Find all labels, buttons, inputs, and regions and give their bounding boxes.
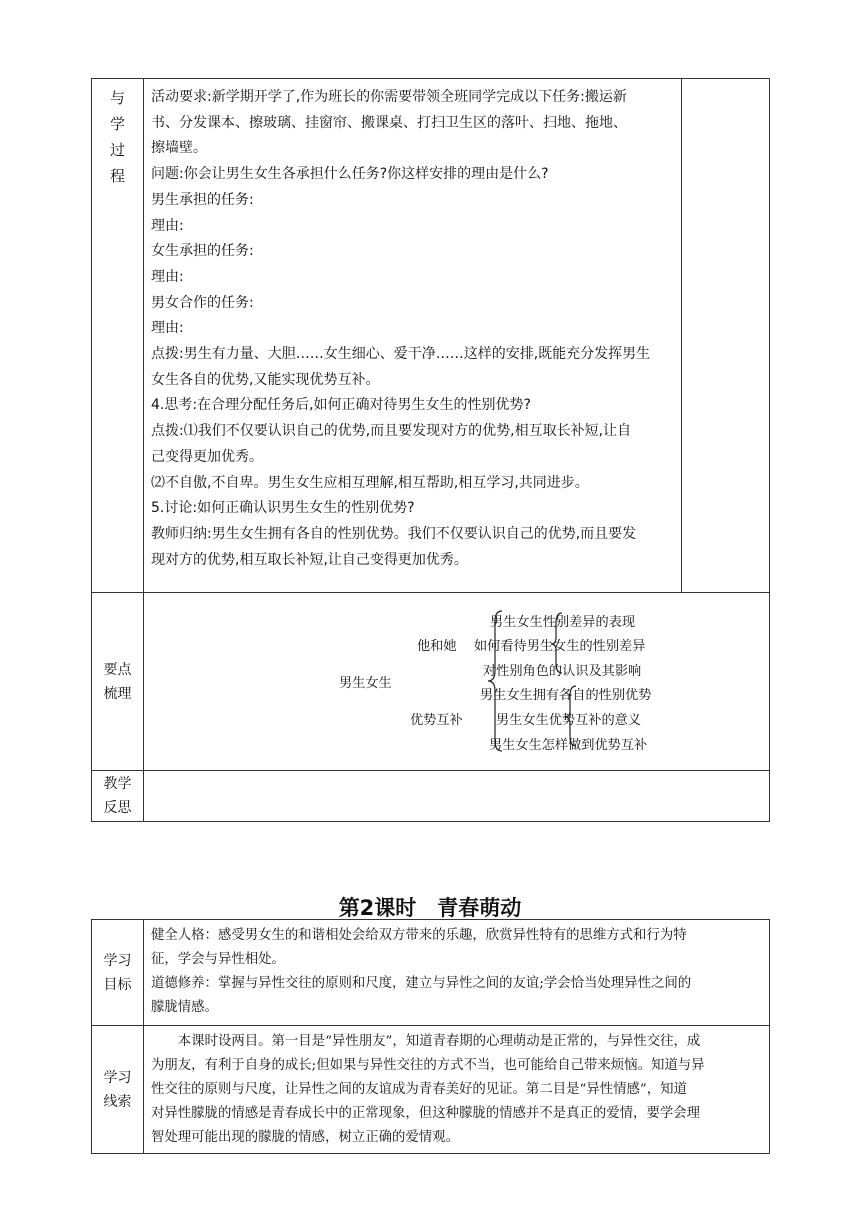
root-brace bbox=[488, 611, 502, 751]
text-line: 教师归纳:男生女生拥有各自的性别优势。我们不仅要认识自己的优势,而且要发 bbox=[151, 525, 637, 542]
goal-label-line: 学习 bbox=[103, 952, 132, 969]
goal-line: 朦胧情感。 bbox=[151, 1000, 218, 1015]
mindmap-branch-1: 他和她 bbox=[417, 639, 457, 654]
text-line: 擦墙壁。 bbox=[151, 140, 207, 157]
mindmap-leaf: 对性别角色的认识及其影响 bbox=[483, 664, 642, 679]
process-label-char: 学 bbox=[109, 115, 125, 133]
lesson-title: 第2课时 青春萌动 bbox=[338, 896, 522, 920]
mindmap-leaf: 如何看待男生女生的性别差异 bbox=[474, 639, 646, 654]
process-label-char: 过 bbox=[109, 141, 125, 159]
clue-line: 智处理可能出现的朦胧的情感，树立正确的爱情观。 bbox=[151, 1130, 459, 1145]
text-line: 现对方的优势,相互取长补短,让自己变得更加优秀。 bbox=[151, 551, 468, 568]
mindmap-braces bbox=[144, 593, 770, 769]
goal-line: 征，学会与异性相处。 bbox=[151, 952, 285, 967]
mindmap-leaf: 男生女生拥有各自的性别优势 bbox=[480, 688, 652, 703]
mindmap-leaf: 男生女生怎样做到优势互补 bbox=[489, 738, 648, 753]
clue-line: 为朋友，有利于自身的成长;但如果与异性交往的方式不当，也可能给自己带来烦恼。知道与异 bbox=[151, 1058, 705, 1073]
text-line: 活动要求:新学期开学了,作为班长的你需要带领全班同学完成以下任务:搬运新 bbox=[151, 89, 627, 105]
text-line: 己变得更加优秀。 bbox=[151, 448, 263, 465]
text-line: 书、分发课本、擦玻璃、挂窗帘、搬课桌、打扫卫生区的落叶、扫地、拖地、 bbox=[151, 114, 627, 131]
reflection-label-cell bbox=[92, 771, 144, 822]
text-line: 5.讨论:如何正确认识男生女生的性别优势? bbox=[151, 500, 415, 517]
text-line: 女生承担的任务: bbox=[151, 243, 254, 260]
text-line: 男女合作的任务: bbox=[151, 294, 254, 311]
process-content-cell bbox=[144, 79, 682, 593]
process-label-char: 程 bbox=[109, 167, 125, 185]
goal-line: 道德修养：掌握与异性交往的原则和尺度，建立与异性之间的友谊;学会恰当处理异性之间的 bbox=[151, 976, 692, 991]
text-line: 理由: bbox=[151, 217, 184, 234]
text-line: 4.思考:在合理分配任务后,如何正确对待男生女生的性别优势? bbox=[151, 397, 531, 414]
mindmap-branch-2: 优势互补 bbox=[410, 713, 463, 728]
process-notes-cell bbox=[682, 79, 770, 593]
text-line: 理由: bbox=[151, 320, 184, 337]
mindmap bbox=[144, 593, 769, 769]
process-label-cell bbox=[92, 79, 144, 593]
reflection-label-line: 教学 bbox=[103, 776, 132, 792]
mindmap-root: 男生女生 bbox=[339, 676, 392, 691]
text-line: 点拨:男生有力量、大胆……女生细心、爱干净……这样的安排,既能充分发挥男生 bbox=[151, 346, 651, 363]
mindmap-leaf: 男生女生性别差异的表现 bbox=[490, 615, 636, 630]
clue-label-line: 学习 bbox=[103, 1069, 132, 1086]
lesson-process-table bbox=[91, 78, 770, 822]
clue-line: 性交往的原则与尺度，让异性之间的友谊成为青春美好的见证。第二目是“异性情感”，知道 bbox=[151, 1082, 687, 1097]
text-line: ⑵不自傲,不自卑。男生女生应相互理解,相互帮助,相互学习,共同进步。 bbox=[151, 474, 589, 491]
text-line: 理由: bbox=[151, 268, 184, 285]
clue-content-cell bbox=[144, 1026, 770, 1154]
goal-line: 健全人格：感受男女生的和谐相处会给双方带来的乐趣，欣赏异性特有的思维方式和行为特 bbox=[151, 928, 687, 943]
text-line: 问题:你会让男生女生各承担什么任务?你这样安排的理由是什么? bbox=[151, 166, 549, 183]
mindmap-leaf: 男生女生优势互补的意义 bbox=[496, 713, 642, 728]
clue-label-line: 线索 bbox=[103, 1093, 132, 1110]
text-line: 点拨:⑴我们不仅要认识自己的优势,而且要发现对方的优势,相互取长补短,让自 bbox=[151, 423, 632, 440]
summary-label-line: 要点 bbox=[103, 661, 132, 678]
summary-label-line: 梳理 bbox=[103, 685, 132, 702]
summary-label-cell bbox=[92, 593, 144, 771]
goal-content-cell bbox=[144, 920, 770, 1026]
text-line: 女生各自的优势,又能实现优势互补。 bbox=[151, 371, 380, 388]
clue-label-cell bbox=[92, 1026, 144, 1154]
clue-line: 对异性朦胧的情感是青春成长中的正常现象，但这种朦胧的情感并不是真正的爱情，要学会理 bbox=[151, 1106, 701, 1121]
text-line: 男生承担的任务: bbox=[151, 191, 254, 208]
goal-label-line: 目标 bbox=[103, 976, 132, 993]
summary-mindmap-cell bbox=[144, 593, 770, 771]
goal-label-cell bbox=[92, 920, 144, 1026]
lesson-goals-table bbox=[91, 919, 770, 1154]
reflection-content-cell bbox=[144, 771, 770, 822]
process-label-char: 与 bbox=[109, 89, 125, 107]
reflection-label-line: 反思 bbox=[103, 800, 132, 816]
clue-line: 本课时设两目。第一目是“异性朋友”，知道青春期的心理萌动是正常的，与异性交往，成 bbox=[151, 1034, 701, 1049]
